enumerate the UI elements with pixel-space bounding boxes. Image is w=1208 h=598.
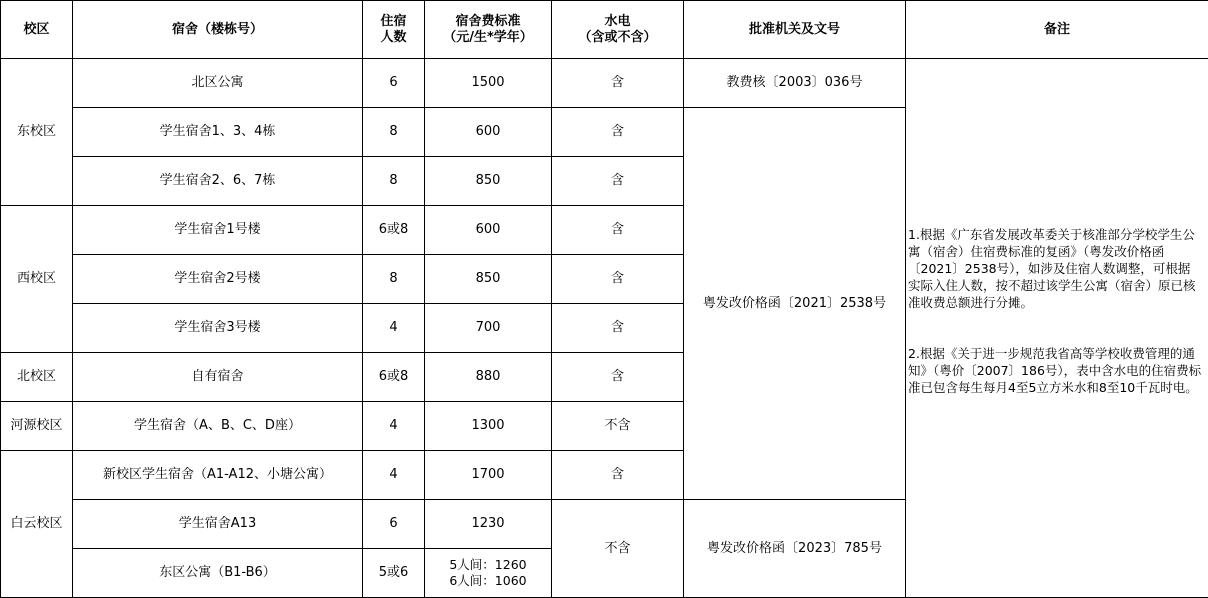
utility-cell: 不含	[552, 500, 684, 598]
people-cell: 6或8	[363, 353, 425, 402]
fee-cell: 880	[425, 353, 552, 402]
campus-heyuan: 河源校区	[1, 402, 73, 451]
fee-cell: 700	[425, 304, 552, 353]
remark-cell	[906, 59, 1208, 598]
utility-cell: 不含	[552, 402, 684, 451]
utility-cell: 含	[552, 157, 684, 206]
people-cell: 8	[363, 108, 425, 157]
dorm-cell: 学生宿舍1、3、4栋	[73, 108, 363, 157]
table-row	[1, 59, 1208, 108]
people-cell: 4	[363, 451, 425, 500]
campus-east: 东校区	[1, 59, 73, 206]
header-fee-line2: （元/生*学年）	[443, 29, 533, 45]
header-utility-line2: （含或不含）	[578, 29, 657, 45]
approval-cell-3: 粤发改价格函〔2023〕785号	[684, 500, 906, 598]
utility-cell: 含	[552, 451, 684, 500]
dorm-cell: 东区公寓（B1-B6）	[73, 549, 363, 598]
utility-cell: 含	[552, 353, 684, 402]
remark-paragraph-2: 2.根据《关于进一步规范我省高等学校收费管理的通知》（粤价〔2007〕186号），表中含水电的住宿费标准已包含每生每月4至5立方米水和8至10千瓦时电。	[908, 346, 1202, 395]
utility-cell: 含	[552, 304, 684, 353]
fee-line-5-person: 5人间：1260	[449, 557, 527, 572]
fee-cell: 1230	[425, 500, 552, 549]
header-dorm: 宿舍（楼栋号）	[73, 1, 363, 59]
dorm-cell: 学生宿舍3号楼	[73, 304, 363, 353]
people-cell: 4	[363, 304, 425, 353]
approval-cell-2: 粤发改价格函〔2021〕2538号	[684, 108, 906, 500]
fee-cell: 850	[425, 157, 552, 206]
dorm-cell: 新校区学生宿舍（A1-A12、小塘公寓）	[73, 451, 363, 500]
people-cell: 6或8	[363, 206, 425, 255]
fee-line-6-person: 6人间：1060	[449, 573, 527, 588]
dorm-cell: 学生宿舍1号楼	[73, 206, 363, 255]
header-people-line2: 人数	[380, 29, 407, 45]
people-cell: 8	[363, 157, 425, 206]
people-cell: 4	[363, 402, 425, 451]
header-people	[363, 1, 425, 59]
fee-cell: 1300	[425, 402, 552, 451]
campus-north: 北校区	[1, 353, 73, 402]
people-cell: 6	[363, 500, 425, 549]
header-utility	[552, 1, 684, 59]
header-fee-line1: 宿舍费标准	[455, 13, 521, 29]
remark-paragraph-1: 1.根据《广东省发展改革委关于核准部分学校学生公寓（宿舍）住宿费标准的复函》（粤发改价格函〔2021〕2538号），如涉及住宿人数调整，可根据实际入住人数，按不超过该学生公寓（宿舍）原已核准收费总额进行分摊。	[908, 227, 1196, 310]
fee-cell: 600	[425, 108, 552, 157]
header-campus: 校区	[1, 1, 73, 59]
fee-cell: 850	[425, 255, 552, 304]
header-utility-line1: 水电	[604, 13, 631, 29]
dorm-cell: 学生宿舍（A、B、C、D座）	[73, 402, 363, 451]
people-cell: 8	[363, 255, 425, 304]
utility-cell: 含	[552, 255, 684, 304]
approval-cell-1: 教费核〔2003〕036号	[684, 59, 906, 108]
header-row	[1, 1, 1208, 59]
campus-west: 西校区	[1, 206, 73, 353]
people-cell: 5或6	[363, 549, 425, 598]
fee-cell: 1500	[425, 59, 552, 108]
campus-baiyun: 白云校区	[1, 451, 73, 598]
header-people-line1: 住宿	[380, 13, 407, 29]
utility-cell: 含	[552, 59, 684, 108]
header-remark: 备注	[906, 1, 1208, 59]
fee-cell: 600	[425, 206, 552, 255]
people-cell: 6	[363, 59, 425, 108]
dorm-cell: 北区公寓	[73, 59, 363, 108]
header-approval: 批准机关及文号	[684, 1, 906, 59]
utility-cell: 含	[552, 108, 684, 157]
dorm-cell: 学生宿舍2、6、7栋	[73, 157, 363, 206]
dorm-cell: 自有宿舍	[73, 353, 363, 402]
dorm-cell: 学生宿舍A13	[73, 500, 363, 549]
header-fee	[425, 1, 552, 59]
fee-cell: 1700	[425, 451, 552, 500]
dorm-cell: 学生宿舍2号楼	[73, 255, 363, 304]
utility-cell: 含	[552, 206, 684, 255]
fee-cell	[425, 549, 552, 598]
